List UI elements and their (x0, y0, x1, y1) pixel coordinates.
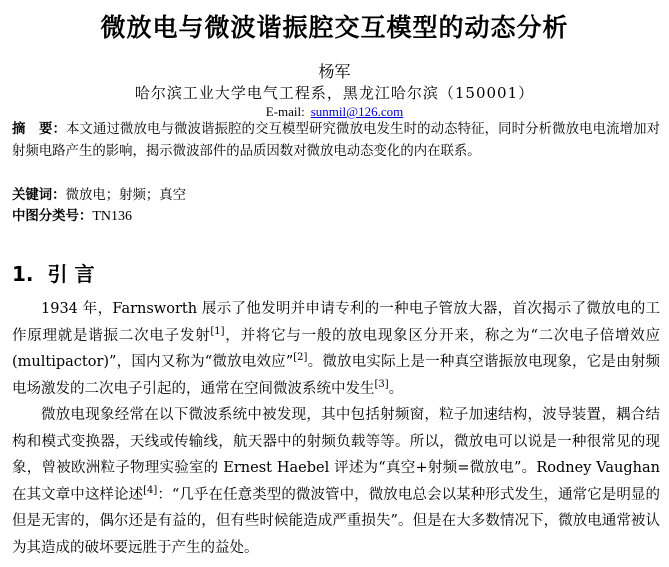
paragraph-1-part-d: 。 (388, 380, 404, 397)
citation-1[interactable]: [1] (210, 325, 225, 337)
paragraph-1 (12, 296, 660, 402)
classification-number (12, 206, 132, 228)
citation-3[interactable]: [3] (374, 378, 389, 390)
email-row (0, 104, 669, 120)
abstract-label: 摘 要： (12, 122, 67, 137)
paragraph-2-part-b: ：“几乎在任意类型的微波管中，微放电总会以某种形式发生，通常它是明显的但是无害的，偶尔还是有益的，但有些时候能造成严重损失”。但是在大多数情况下，微放电通常被认为其造成的破坏要远胜于产生的益处。 (12, 486, 660, 556)
citation-4[interactable]: [4] (143, 484, 158, 496)
author-affiliation: 哈尔滨工业大学电气工程系，黑龙江哈尔滨（150001） (134, 84, 535, 102)
author-name: 杨军 (318, 62, 351, 81)
section-title: 引 言 (47, 262, 95, 286)
citation-2[interactable]: [2] (293, 352, 308, 364)
paragraph-1-part-c: 。微放电实际上是一种真空谐振放电现象，它是由射频电场激发的二次电子引起的，通常在空间微波系统中发生 (12, 354, 661, 397)
keywords-label: 关键词： (12, 188, 66, 203)
paper-title: 微放电与微波谐振腔交互模型的动态分析 (100, 13, 569, 42)
email-label: E-mail: (265, 104, 305, 119)
paragraph-1-part-a: 1934 年，Farnsworth 展示了他发明并申请专利的一种电子管放大器，首次揭示了微放电的工作原理就是谐振二次电子发射 (12, 301, 660, 344)
email-link[interactable]: sunmil@126.com (310, 104, 404, 119)
body-text (12, 296, 660, 561)
abstract-text: 本文通过微放电与微波谐振腔的交互模型研究微放电发生时的动态特征，同时分析微放电电流增加对射频电路产生的影响，揭示微波部件的品质因数对微放电动态变化的内在联系。 (12, 122, 661, 159)
paragraph-1-part-b: ，并将它与一般的放电现象区分开来，称之为“二次电子倍增效应(multipactor)”，国内又称为“微放电效应” (12, 327, 660, 370)
clc-label: 中图分类号： (12, 209, 93, 224)
paragraph-2 (12, 402, 660, 561)
section-heading (12, 258, 94, 287)
abstract (12, 119, 660, 163)
keywords-text: 微放电；射频；真空 (65, 188, 187, 203)
keywords (12, 185, 186, 207)
paragraph-2-part-a: 微放电现象经常在以下微波系统中被发现，其中包括射频窗，粒子加速结构，波导装置，耦合结构和模式变换器，天线或传输线，航天器中的射频负载等等。所以，微放电可以说是一种很常见的现象，曾被欧洲粒子物理实验室的 Ernest Haebel 评述为“真空+射频=微放电”。Rodney Vaughan 在其文章中这样论述 (12, 407, 660, 503)
clc-code: TN136 (92, 209, 133, 224)
section-number: 1. (12, 262, 34, 286)
